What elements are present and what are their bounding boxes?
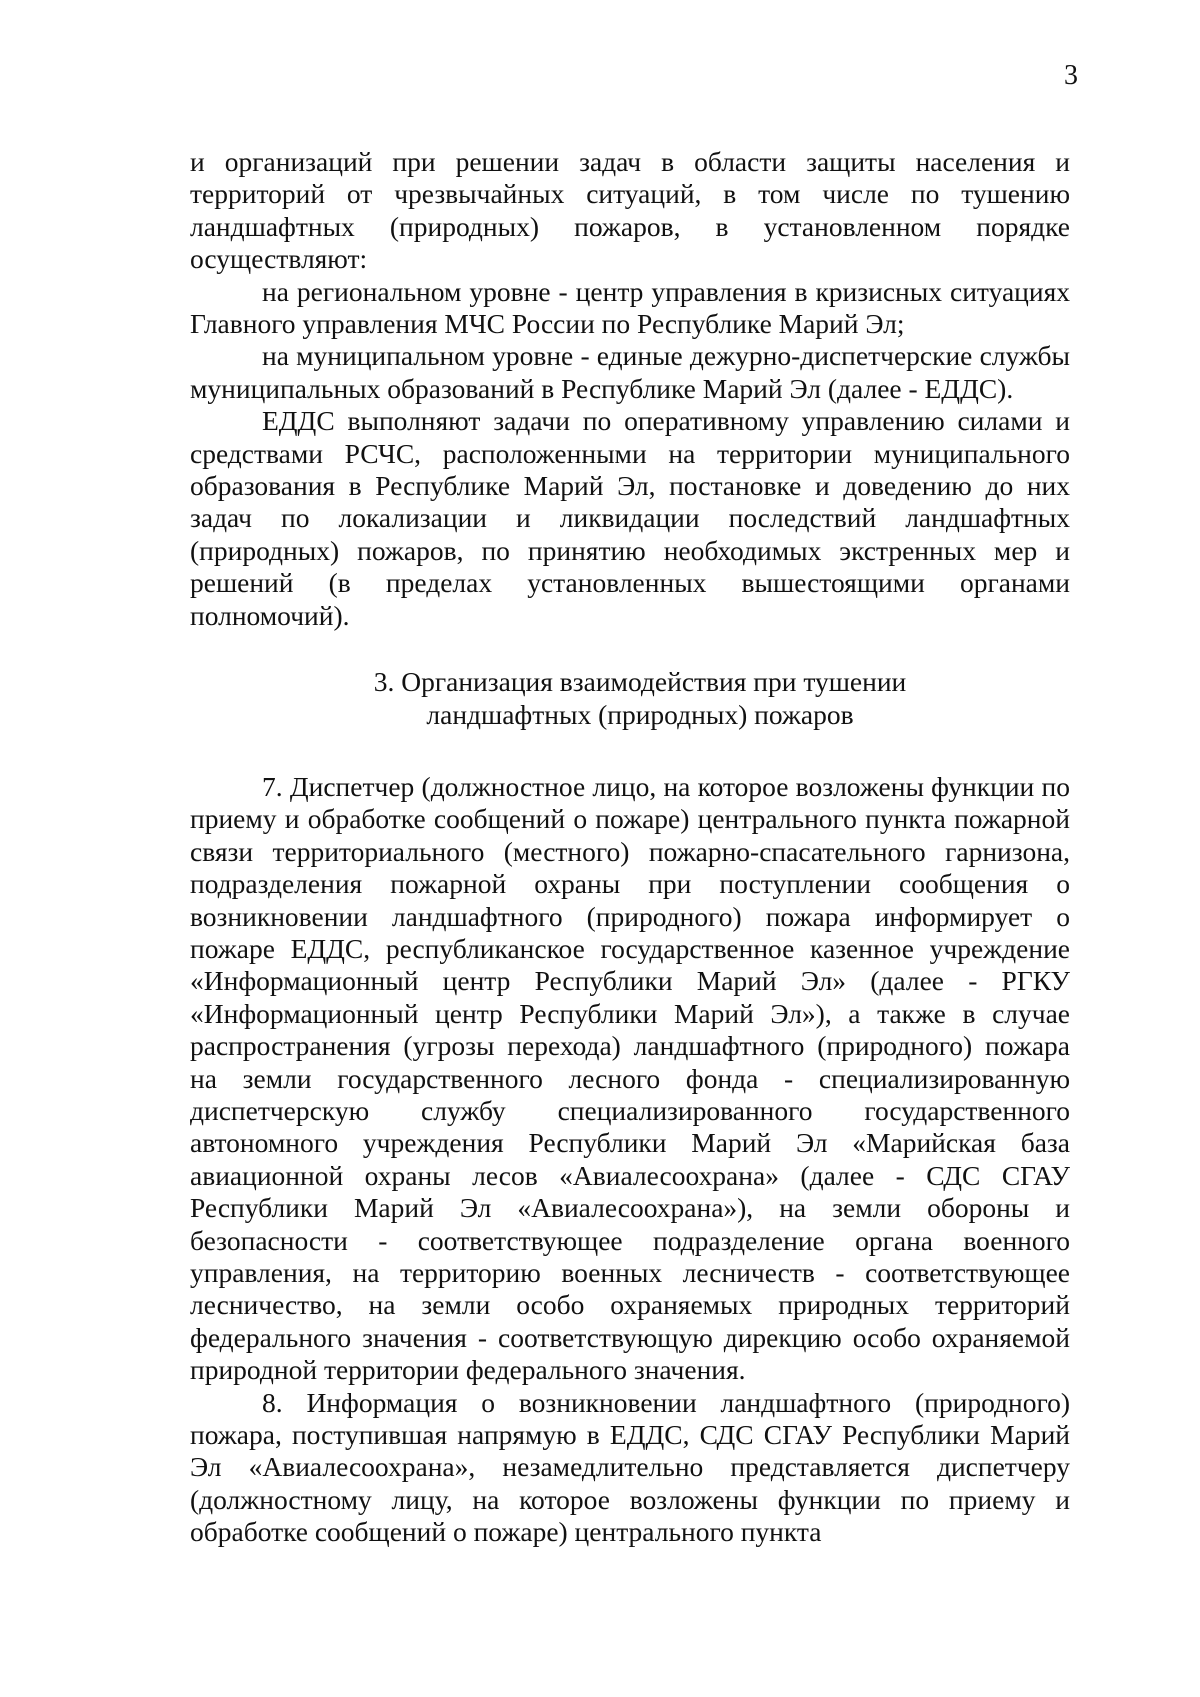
section-heading-line-2: ландшафтных (природных) пожаров — [426, 698, 854, 730]
section-heading-line-1: 3. Организация взаимодействия при тушении — [373, 666, 907, 698]
page-number: 3 — [1064, 60, 1078, 91]
section-heading — [190, 666, 1070, 731]
paragraph-edds-tasks: ЕДДС выполняют задачи по оперативному управлению силами и средствами РСЧС, расположенными на территории муниципального образования в Республике Марий Эл, постановке и доведению до них задач по локализации и ликвидации последствий ландшафтных (природных) пожаров, по принятию необходимых экстренных мер и решений (в пределах установленных вышестоящими органами полномочий). — [190, 405, 1070, 631]
document-body — [190, 146, 1070, 1549]
paragraph-continuation: и организаций при решении задач в области защиты населения и территорий от чрезвычайных ситуаций, в том числе по тушению ландшафтных (природных) пожаров, в установленном порядке осуществляют: — [190, 146, 1070, 275]
paragraph-municipal-level: на муниципальном уровне - единые дежурно-диспетчерские службы муниципальных образований в Республике Марий Эл (далее - ЕДДС). — [190, 340, 1070, 404]
paragraph-regional-level: на региональном уровне - центр управления в кризисных ситуациях Главного управления МЧС России по Республике Марий Эл; — [190, 275, 1070, 340]
paragraph-item-8: 8. Информация о возникновении ландшафтного (природного) пожара, поступившая напрямую в ЕДДС, СДС СГАУ Республики Марий Эл «Авиалесоохрана», незамедлительно представляется диспетчеру (должностному лицу, на которое возложены функции по приему и обработке сообщений о пожаре) центрального пункта — [190, 1386, 1070, 1548]
paragraph-item-7: 7. Диспетчер (должностное лицо, на которое возложены функции по приему и обработке сообщений о пожаре) центрального пункта пожарной связи территориального (местного) пожарно-спасательного гарнизона, подразделения пожарной охраны при поступлении сообщения о возникновении ландшафтного (природного) пожара информирует о пожаре ЕДДС, республиканское государственное казенное учреждение «Информационный центр Республики Марий Эл» (далее - РГКУ «Информационный центр Республики Марий Эл»), а также в случае распространения (угрозы перехода) ландшафтного (природного) пожара на земли государственного лесного фонда - специализированную диспетчерскую службу специализированного государственного автономного учреждения Республики Марий Эл «Марийская база авиационной охраны лесов «Авиалесоохрана» (далее - СДС СГАУ Республики Марий Эл «Авиалесоохрана»), на земли обороны и безопасности - соответствующее подразделение органа военного управления, на территорию военных лесничеств - соответствующее лесничество, на земли особо охраняемых природных территорий федерального значения - соответствующую дирекцию особо охраняемой природной территории федерального значения. — [190, 770, 1070, 1386]
